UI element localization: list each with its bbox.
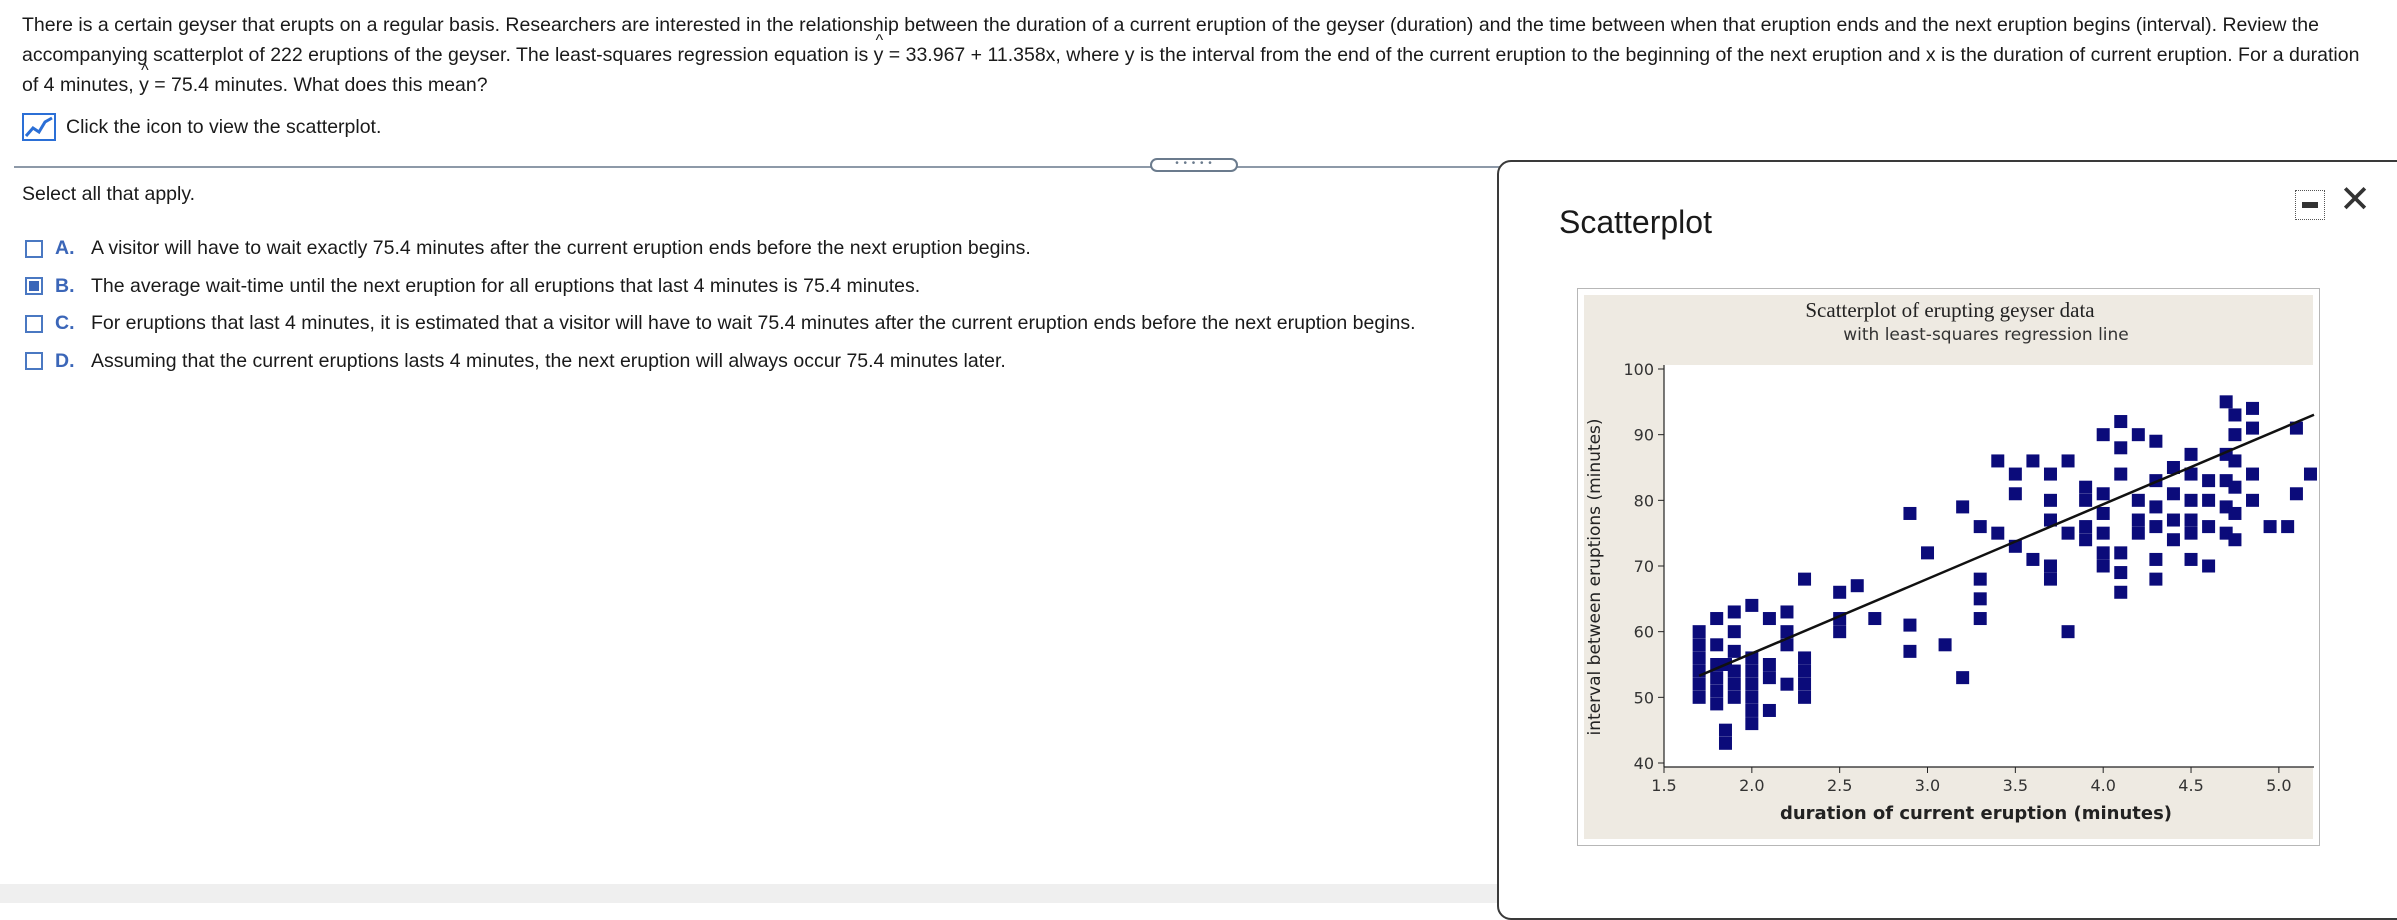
data-point	[2132, 428, 2145, 441]
data-point	[1745, 665, 1758, 678]
data-point	[2114, 546, 2127, 559]
data-point	[2149, 573, 2162, 586]
close-button[interactable]: ✕	[2339, 179, 2371, 221]
scatterplot-chart	[1577, 288, 2320, 846]
data-point	[2290, 487, 2303, 500]
data-point	[2097, 428, 2110, 441]
data-point	[1693, 678, 1706, 691]
option-c[interactable]	[25, 305, 1416, 343]
data-point	[1956, 500, 1969, 513]
minimize-button[interactable]	[2295, 190, 2325, 220]
data-point	[2132, 494, 2145, 507]
y-axis-label: interval between eruptions (minutes)	[1585, 418, 1605, 736]
data-point	[1851, 579, 1864, 592]
chart-icon[interactable]	[22, 113, 56, 141]
data-point	[2228, 533, 2241, 546]
option-c-text: For eruptions that last 4 minutes, it is estimated that a visitor will have to wait 75.4 minutes after the current eruption ends before the next eruption begins.	[91, 312, 1416, 335]
y-hat-symbol-2: ^ y	[139, 70, 149, 100]
data-point	[2246, 422, 2259, 435]
data-point	[2202, 494, 2215, 507]
data-point	[2132, 514, 2145, 527]
data-point	[2062, 625, 2075, 638]
y-tick-label: 40	[1633, 754, 1654, 773]
data-point	[1903, 507, 1916, 520]
y-tick-label: 80	[1633, 491, 1654, 511]
data-point	[1974, 612, 1987, 625]
data-point	[2097, 527, 2110, 540]
option-d-text: Assuming that the current eruptions lasts 4 minutes, the next eruption will always occur 75.4 minutes later.	[91, 349, 1006, 372]
data-point	[2079, 533, 2092, 546]
data-point	[2246, 494, 2259, 507]
data-point	[2228, 428, 2241, 441]
y-tick-label: 90	[1633, 425, 1654, 445]
data-point	[2167, 514, 2180, 527]
data-point	[1745, 678, 1758, 691]
x-tick-label: 3.0	[1914, 776, 1941, 795]
data-point	[2167, 533, 2180, 546]
x-tick-label: 5.0	[2266, 776, 2292, 795]
chart-title: Scatterplot of erupting geyser data	[1805, 298, 2095, 322]
data-point	[2149, 553, 2162, 566]
data-point	[2114, 415, 2127, 428]
instruction-text: Select all that apply.	[22, 183, 196, 205]
data-point	[1991, 454, 2004, 467]
option-a-checkbox[interactable]	[25, 240, 43, 258]
option-c-checkbox[interactable]	[25, 315, 43, 333]
data-point	[2246, 402, 2259, 415]
data-point	[2281, 520, 2294, 533]
data-point	[1833, 586, 1846, 599]
x-tick-label: 3.5	[2002, 776, 2029, 795]
data-point	[2009, 468, 2022, 481]
y-hat-symbol: ^ y	[874, 40, 884, 70]
data-point	[2044, 560, 2057, 573]
data-point	[2114, 586, 2127, 599]
x-tick-label: 4.0	[2090, 776, 2116, 795]
data-point	[2220, 395, 2233, 408]
data-point	[2114, 566, 2127, 579]
data-point	[1939, 638, 1952, 651]
data-point	[2149, 500, 2162, 513]
data-point	[1745, 704, 1758, 717]
data-point	[1921, 546, 1934, 559]
data-point	[1956, 671, 1969, 684]
option-d[interactable]	[25, 343, 1416, 381]
y-tick-label: 70	[1633, 557, 1654, 576]
data-point	[1710, 697, 1723, 710]
data-point	[2202, 520, 2215, 533]
data-point	[2304, 468, 2317, 481]
data-point	[1710, 638, 1723, 651]
data-point	[2079, 494, 2092, 507]
data-point	[1693, 625, 1706, 638]
data-point	[2079, 481, 2092, 494]
data-point	[1798, 651, 1811, 664]
option-b-checkbox[interactable]	[25, 277, 43, 295]
option-a-text: A visitor will have to wait exactly 75.4 minutes after the current eruption ends before the next eruption begins.	[91, 237, 1031, 260]
plot-area-background	[1664, 365, 2314, 767]
option-c-letter: C.	[55, 312, 75, 335]
data-point	[1710, 684, 1723, 697]
question-part-3: = 75.4 minutes. What does this mean?	[148, 74, 488, 96]
data-point	[2228, 454, 2241, 467]
data-point	[1903, 645, 1916, 658]
data-point	[2097, 507, 2110, 520]
data-point	[2228, 481, 2241, 494]
data-point	[1693, 691, 1706, 704]
data-point	[1728, 691, 1741, 704]
data-point	[2044, 494, 2057, 507]
data-point	[1763, 612, 1776, 625]
data-point	[2009, 487, 2022, 500]
y-tick-label: 50	[1633, 688, 1654, 708]
data-point	[1974, 520, 1987, 533]
option-a[interactable]	[25, 230, 1416, 268]
option-b-text: The average wait-time until the next eruption for all eruptions that last 4 minutes is 75.4 minutes.	[91, 274, 921, 297]
scatterplot-link-row	[22, 113, 381, 141]
data-point	[1798, 678, 1811, 691]
data-point	[1974, 592, 1987, 605]
question-part-2: = 33.967 + 11.358x, where y is the interval from the end of the current eruption to the beginning of the next eruption and x is the duration of current eruption. For a duration of 4 minutes,	[22, 44, 2360, 96]
data-point	[1728, 645, 1741, 658]
panel-title: Scatterplot	[1559, 204, 1712, 240]
data-point	[2097, 546, 2110, 559]
data-point	[1728, 605, 1741, 618]
data-point	[2044, 573, 2057, 586]
data-point	[1710, 671, 1723, 684]
data-point	[1745, 599, 1758, 612]
data-point	[2097, 487, 2110, 500]
data-point	[2114, 441, 2127, 454]
data-point	[2185, 527, 2198, 540]
chart-subtitle: with least-squares regression line	[1843, 325, 2129, 345]
x-tick-label: 1.5	[1651, 776, 1677, 795]
x-axis-label: duration of current eruption (minutes)	[1779, 803, 2173, 824]
data-point	[2185, 448, 2198, 461]
data-point	[2149, 435, 2162, 448]
data-point	[2246, 468, 2259, 481]
data-point	[1710, 612, 1723, 625]
data-point	[2167, 487, 2180, 500]
data-point	[2062, 454, 2075, 467]
data-point	[1798, 691, 1811, 704]
data-point	[2185, 494, 2198, 507]
data-point	[1728, 678, 1741, 691]
data-point	[1763, 704, 1776, 717]
option-d-letter: D.	[55, 349, 75, 372]
data-point	[1728, 625, 1741, 638]
data-point	[2132, 527, 2145, 540]
data-point	[2185, 514, 2198, 527]
answer-options	[25, 230, 1416, 380]
data-point	[2026, 553, 2039, 566]
data-point	[2149, 520, 2162, 533]
data-point	[2097, 560, 2110, 573]
data-point	[2228, 507, 2241, 520]
data-point	[1903, 619, 1916, 632]
data-point	[1780, 605, 1793, 618]
data-point	[2026, 454, 2039, 467]
data-point	[1763, 671, 1776, 684]
data-point	[1745, 717, 1758, 730]
data-point	[2114, 468, 2127, 481]
x-tick-label: 2.0	[1739, 776, 1765, 795]
bottom-scroll-area	[0, 884, 1500, 903]
option-b[interactable]	[25, 268, 1416, 306]
data-point	[1693, 638, 1706, 651]
data-point	[2079, 520, 2092, 533]
y-tick-label: 100	[1623, 360, 1654, 379]
scatterplot-link-label: Click the icon to view the scatterplot.	[66, 115, 382, 138]
data-point	[1798, 665, 1811, 678]
data-point	[1798, 573, 1811, 586]
data-point	[1745, 691, 1758, 704]
data-point	[1693, 651, 1706, 664]
data-point	[1974, 573, 1987, 586]
x-tick-label: 2.5	[1826, 776, 1853, 795]
section-divider	[14, 166, 1504, 168]
option-b-letter: B.	[55, 274, 75, 297]
data-point	[1719, 724, 1732, 737]
data-point	[1868, 612, 1881, 625]
scatterplot-svg	[1578, 289, 2319, 845]
data-point	[1728, 665, 1741, 678]
data-point	[1991, 527, 2004, 540]
data-point	[2228, 408, 2241, 421]
data-point	[2185, 553, 2198, 566]
data-point	[2202, 474, 2215, 487]
data-point	[1763, 658, 1776, 671]
option-a-letter: A.	[55, 237, 75, 260]
divider-drag-handle[interactable]: • • • • •	[1150, 158, 1238, 172]
data-point	[1719, 737, 1732, 750]
question-part-1: There is a certain geyser that erupts on a regular basis. Researchers are interested in the relationship between the duration of a current eruption of the geyser (duration) and the time between when that eruption ends and the next eruption begins (interval). Review the accompanying scatterplot of 222 eruptions of the geyser. The least-squares regression equation is	[22, 14, 2319, 66]
y-tick-label: 60	[1633, 622, 1654, 642]
data-point	[2264, 520, 2277, 533]
data-point	[1833, 625, 1846, 638]
option-d-checkbox[interactable]	[25, 352, 43, 370]
data-point	[2044, 468, 2057, 481]
data-point	[2202, 560, 2215, 573]
scatterplot-panel	[1497, 160, 2397, 920]
x-tick-label: 4.5	[2178, 776, 2204, 795]
question-text	[22, 10, 2367, 100]
data-point	[1780, 678, 1793, 691]
data-point	[2062, 527, 2075, 540]
